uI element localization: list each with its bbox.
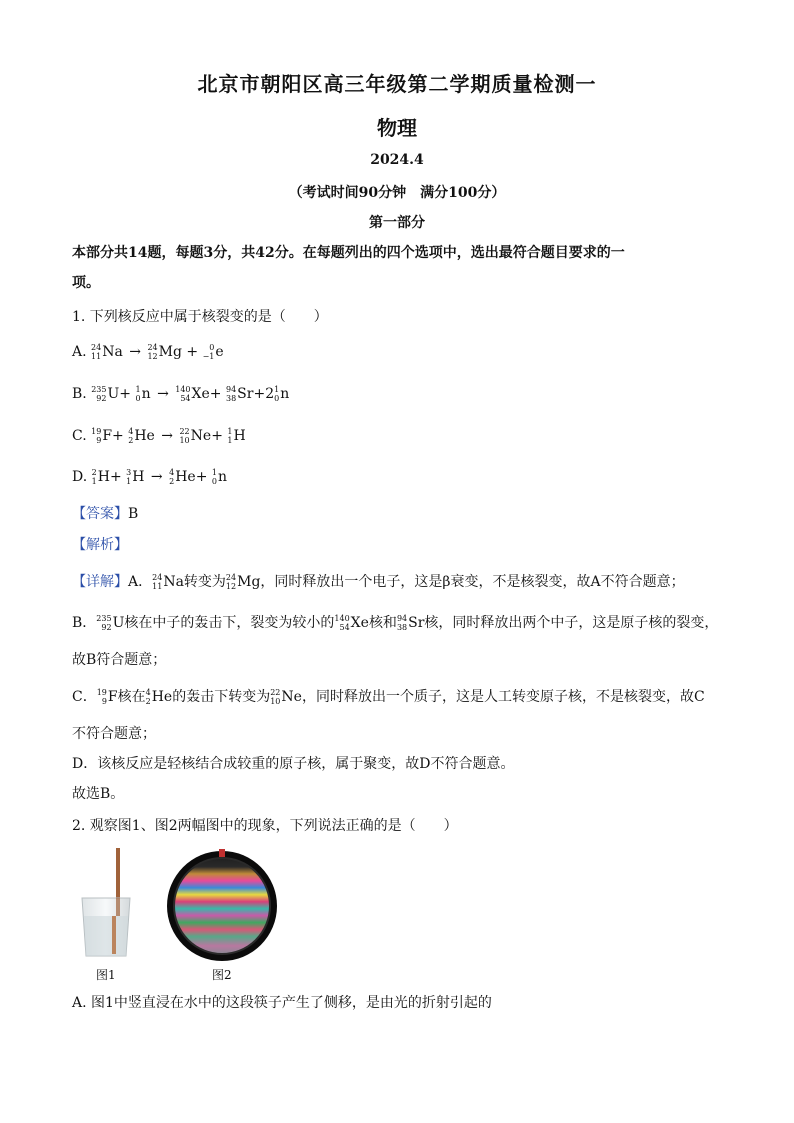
interference-fringes — [164, 846, 280, 962]
q1-option-b: B. 235 92 U+ 1 0 n → 140 54 Xe+ 94 38 Sr+2 1 0 n — [72, 385, 290, 403]
detail-tag: 【详解】 — [72, 574, 128, 590]
figure-2-soap-film — [164, 846, 280, 962]
option-label: B. — [72, 386, 87, 402]
q1-option-c: C. 19 9 F+ 4 2 He → 22 10 Ne+ 1 1 H — [72, 427, 246, 445]
option-label: A. — [72, 344, 87, 360]
chopstick-above — [116, 848, 120, 900]
nuclide-notation: 22 10 — [270, 688, 281, 706]
nuclide-notation: 19 9 — [91, 427, 102, 445]
nuclide-notation: 1 0 — [274, 385, 280, 403]
nuclide-notation: 140 54 — [334, 614, 350, 632]
nuclide-notation: 1 0 — [135, 385, 141, 403]
answer-tag: 【答案】 — [72, 506, 128, 522]
q1-detail-b-cont: 故B符合题意； — [72, 652, 167, 668]
q2-option-a: A. 图1中竖直浸在水中的这段筷子产生了侧移，是由光的折射引起的 — [72, 995, 492, 1011]
ring-clip — [219, 849, 225, 857]
q1-conclusion: 故选B。 — [72, 786, 125, 802]
instructions-line1: 本部分共14题，每题3分，共42分。在每题列出的四个选项中，选出最符合题目要求的一 — [72, 245, 625, 261]
answer-value: B — [128, 506, 139, 522]
nuclide-notation: 4 2 — [145, 688, 151, 706]
figure-2-caption: 图2 — [212, 968, 232, 982]
exam-title: 北京市朝阳区高三年级第二学期质量检测一 — [197, 72, 597, 96]
q1-detail-d: D．该核反应是轻核结合成较重的原子核，属于聚变，故D不符合题意。 — [72, 756, 515, 772]
nuclide-notation: 22 10 — [179, 427, 190, 445]
nuclide-notation: 24 12 — [225, 573, 237, 591]
nuclide-notation: 4 2 — [128, 427, 134, 445]
option-label: D. — [72, 469, 88, 485]
option-label: C. — [72, 428, 87, 444]
instructions-line2: 项。 — [72, 275, 100, 291]
water-icon — [84, 916, 128, 956]
figure-1-glass-chopstick — [76, 846, 136, 961]
subject-title: 物理 — [377, 116, 417, 140]
nuclide-notation: 94 38 — [396, 614, 408, 632]
arrow-icon: → — [157, 386, 169, 402]
nuclide-notation: 1 0 — [211, 468, 217, 486]
part-title: 第一部分 — [369, 215, 425, 231]
exam-info: （考试时间90分钟 满分100分） — [288, 185, 506, 201]
q1-detail-c: C． 19 9 F核在 4 2 He的轰击下转变为 22 10 Ne，同时释放出一个质子，这是人工转变原子核，不是核裂变，故C — [72, 688, 705, 706]
arrow-icon: → — [129, 344, 141, 360]
q1-detail-a: 【详解】A． 24 11 Na转变为 24 12 Mg，同时释放出一个电子，这是β衰变，不是核裂变，故A不符合题意； — [72, 573, 685, 591]
nuclide-notation: 24 11 — [152, 573, 163, 591]
nuclide-notation: 24 12 — [147, 343, 158, 361]
nuclide-notation: 2 1 — [91, 468, 97, 486]
question-1-stem: 1. 下列核反应中属于核裂变的是（ ） — [72, 309, 328, 325]
nuclide-notation: 140 54 — [175, 385, 191, 403]
nuclide-notation: 0 −1 — [202, 343, 215, 361]
nuclide-notation: 19 9 — [96, 688, 107, 706]
nuclide-notation: 94 38 — [225, 385, 237, 403]
exam-date: 2024.4 — [370, 152, 424, 168]
chopstick-under-water — [112, 916, 116, 954]
arrow-icon: → — [161, 428, 173, 444]
q1-analysis-tag — [72, 535, 734, 555]
nuclide-notation: 235 92 — [91, 385, 107, 403]
arrow-icon: → — [150, 469, 163, 485]
nuclide-notation: 235 92 — [96, 614, 112, 632]
chopstick-in-glass — [116, 898, 120, 916]
nuclide-notation: 1 1 — [227, 427, 233, 445]
analysis-tag: 【解析】 — [72, 537, 128, 553]
q1-answer — [72, 504, 734, 524]
q1-detail-c-cont: 不符合题意； — [72, 726, 156, 742]
q1-option-d: D. 2 1 H+ 3 1 H → 4 2 He+ 1 0 n — [72, 468, 227, 486]
q1-option-a: A. 24 11 Na → 24 12 Mg + 0 −1 e — [72, 343, 224, 361]
nuclide-notation: 4 2 — [169, 468, 175, 486]
q1-detail-b: B． 235 92 U核在中子的轰击下，裂变为较小的 140 54 Xe核和 94 38 Sr核，同时释放出两个中子，这是原子核的裂变， — [72, 614, 719, 632]
question-2-stem: 2. 观察图1、图2两幅图中的现象，下列说法正确的是（ ） — [72, 818, 458, 834]
nuclide-notation: 24 11 — [91, 343, 102, 361]
nuclide-notation: 3 1 — [126, 468, 132, 486]
figure-1-caption: 图1 — [96, 968, 116, 982]
